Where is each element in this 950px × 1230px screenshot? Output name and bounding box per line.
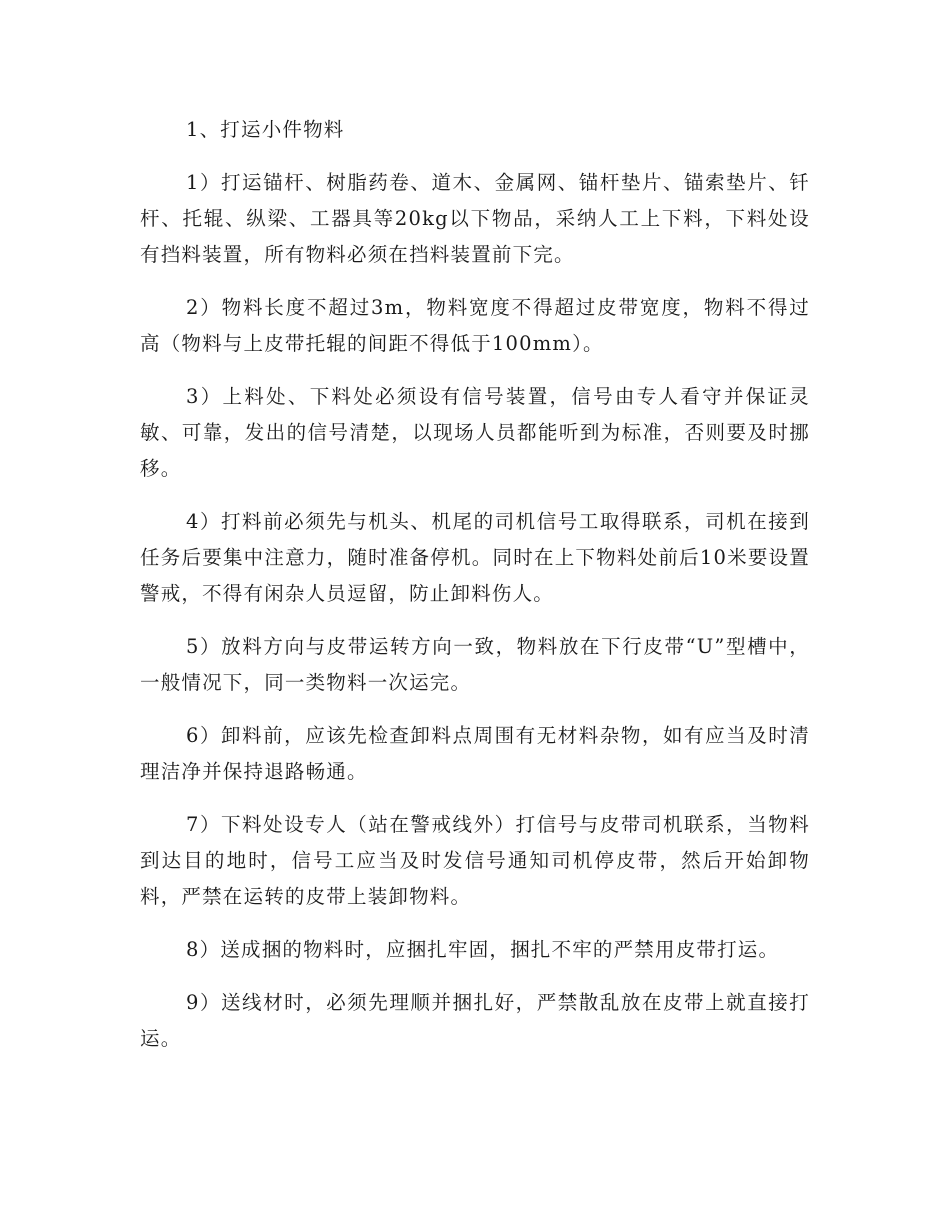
- paragraph-item-9: 9）送线材时，必须先理顺并捆扎好，严禁散乱放在皮带上就直接打运。: [140, 991, 810, 1050]
- paragraph-item-7: 7）下料处设专人（站在警戒线外）打信号与皮带司机联系，当物料到达目的地时，信号工应当及时发信号通知司机停皮带，然后开始卸物料，严禁在运转的皮带上装卸物料。: [140, 813, 810, 908]
- paragraph-item-2: 2）物料长度不超过3m，物料宽度不得超过皮带宽度，物料不得过高（物料与上皮带托辊的间距不得低于100mm）。: [140, 296, 810, 355]
- paragraph-item-3: 3）上料处、下料处必须设有信号装置，信号由专人看守并保证灵敏、可靠，发出的信号清楚，以现场人员都能听到为标准，否则要及时挪移。: [140, 385, 810, 480]
- document-body: [140, 112, 810, 1074]
- paragraph-item-4: 4）打料前必须先与机头、机尾的司机信号工取得联系，司机在接到任务后要集中注意力，随时准备停机。同时在上下物料处前后10米要设置警戒，不得有闲杂人员逗留，防止卸料伤人。: [140, 510, 810, 605]
- paragraph-item-5: 5）放料方向与皮带运转方向一致，物料放在下行皮带“U”型槽中，一般情况下，同一类物料一次运完。: [140, 635, 810, 694]
- section-heading: 1、打运小件物料: [186, 118, 345, 141]
- paragraph-item-8: 8）送成捆的物料时，应捆扎牢固，捆扎不牢的严禁用皮带打运。: [186, 938, 780, 961]
- paragraph-item-1: 1）打运锚杆、树脂药卷、道木、金属网、锚杆垫片、锚索垫片、钎杆、托辊、纵梁、工器具等20kg以下物品，采纳人工上下料，下料处设有挡料装置，所有物料必须在挡料装置前下完。: [140, 171, 810, 266]
- paragraph-item-6: 6）卸料前，应该先检查卸料点周围有无材料杂物，如有应当及时清理洁净并保持退路畅通。: [140, 724, 810, 783]
